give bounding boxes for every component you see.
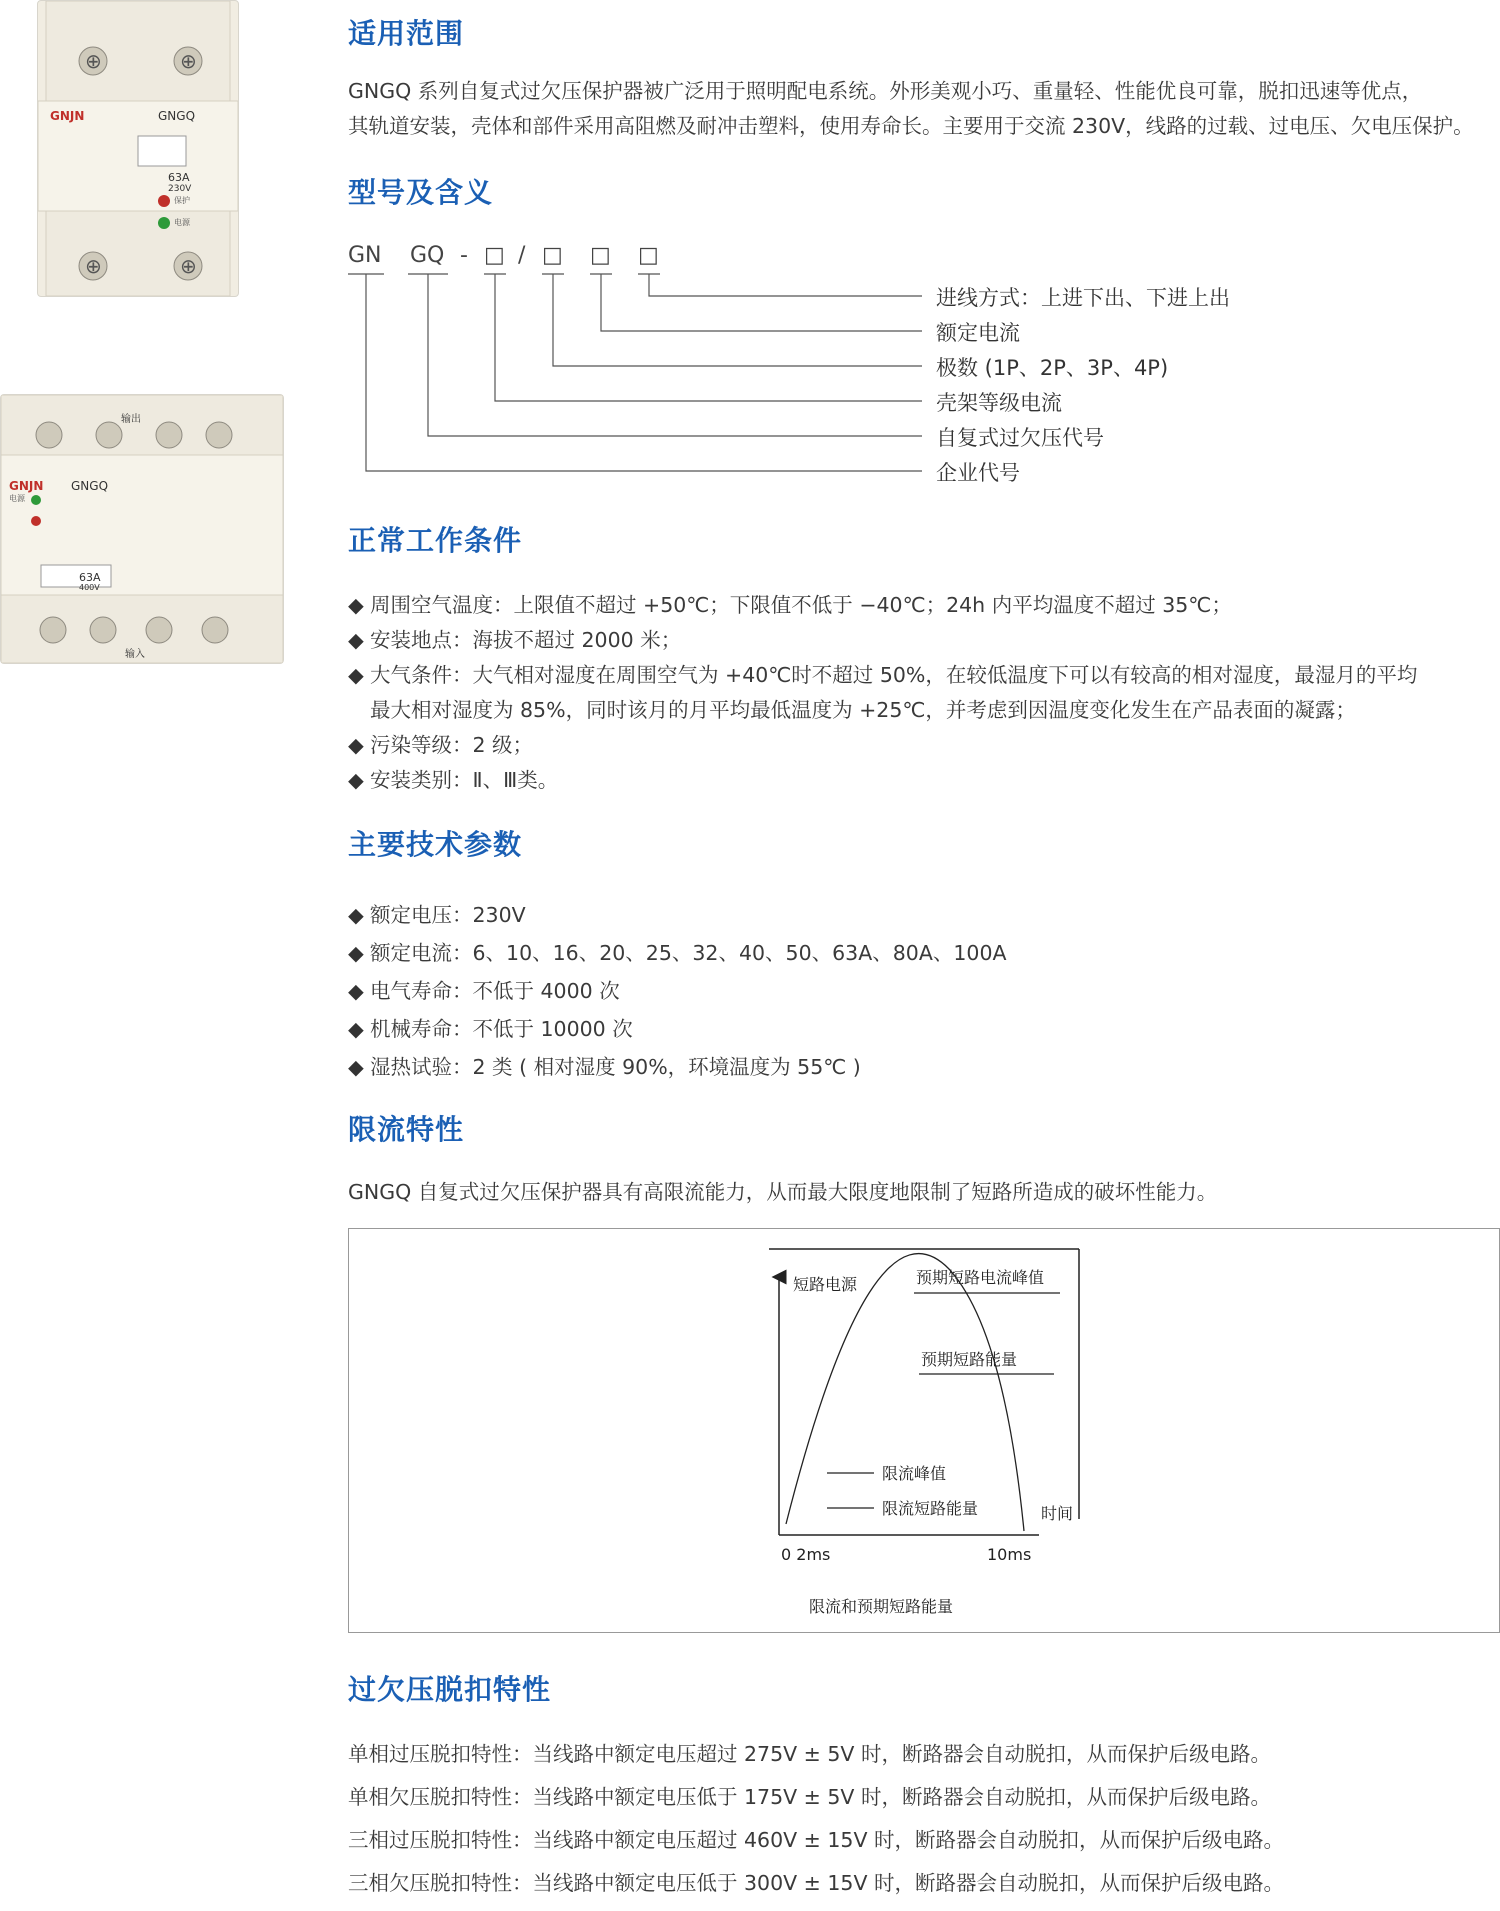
product2-output-label: 输出	[121, 414, 141, 425]
scope-line-1: GNGQ 系列自复式过欠压保护器被广泛用于照明配电系统。外形美观小巧、重量轻、性能优良可靠，脱扣迅速等优点，	[348, 79, 1423, 103]
condition-item: ◆ 污染等级：2 级；	[348, 733, 534, 757]
code-box-4: □	[638, 243, 659, 268]
scope-line-2: 其轨道安装，壳体和部件采用高阻燃及耐冲击塑料，使用寿命长。主要用于交流 230V，线路的过载、过电压、欠电压保护。	[348, 114, 1474, 138]
code-dash: -	[460, 243, 468, 268]
limiting-heading: 限流特性	[348, 1113, 465, 1146]
condition-item: ◆ 安装类别：Ⅱ、Ⅲ类。	[348, 768, 559, 792]
condition-item: ◆ 大气条件：大气相对湿度在周围空气为 +40℃时不超过 50%，在较低温度下可以有较高的相对湿度，最湿月的平均	[348, 663, 1418, 687]
meaning-wiring: 进线方式：上进下出、下进上出	[936, 286, 1230, 310]
model-code-diagram	[348, 240, 1268, 490]
svg-text:⊕: ⊕	[180, 254, 197, 278]
product-2p-drawing	[38, 1, 238, 296]
bullet-diamond: ◆	[348, 903, 364, 927]
annot-energy-label: 预期短路能量	[921, 1350, 1018, 1369]
product1-voltage: 230V	[168, 184, 192, 194]
annot-peak-label: 预期短路电流峰值	[916, 1268, 1045, 1287]
chart-x-tick-1: 10ms	[987, 1545, 1032, 1564]
trip-line-4: 三相欠压脱扣特性：当线路中额定电压低于 300V ± 15V 时，断路器会自动脱扣，从而保护后级电路。	[348, 1871, 1285, 1895]
limiting-chart-box	[348, 1228, 1500, 1633]
bullet-diamond: ◆	[348, 941, 364, 965]
product1-label-protect: 保护	[174, 196, 190, 205]
condition-item: ◆ 周围空气温度：上限值不超过 +50℃；下限值不低于 −40℃；24h 内平均温度不超过 35℃；	[348, 593, 1232, 617]
meaning-self-reset-code: 自复式过欠压代号	[936, 426, 1104, 450]
product1-brand: GNJN	[50, 109, 85, 123]
bullet-diamond: ◆	[348, 1017, 364, 1041]
trip-line-3: 三相过压脱扣特性：当线路中额定电压超过 460V ± 15V 时，断路器会自动脱扣，从而保护后级电路。	[348, 1828, 1285, 1852]
svg-text:⊕: ⊕	[180, 49, 197, 73]
product1-label-power: 电源	[174, 218, 190, 227]
chart-x-label: 时间	[1041, 1504, 1074, 1523]
param-item: ◆ 机械寿命：不低于 10000 次	[348, 1017, 633, 1041]
product1-rating: 63A	[168, 171, 190, 184]
product2-brand: GNJN	[9, 479, 44, 493]
chart-series-prospective-current	[786, 1254, 1024, 1531]
code-box-2: □	[542, 243, 563, 268]
bullet-diamond: ◆	[348, 1055, 364, 1079]
bullet-diamond: ◆	[348, 663, 364, 687]
limiting-text: GNGQ 自复式过欠压保护器具有高限流能力，从而最大限度地限制了短路所造成的破坏性能力。	[348, 1180, 1218, 1204]
bullet-diamond: ◆	[348, 733, 364, 757]
trip-heading: 过欠压脱扣特性	[348, 1673, 552, 1706]
svg-text:⊕: ⊕	[85, 254, 102, 278]
product-image-4p	[0, 394, 284, 664]
code-box-1: □	[484, 243, 505, 268]
conditions-heading: 正常工作条件	[348, 524, 523, 557]
condition-item: ◆ 安装地点：海拔不超过 2000 米；	[348, 628, 682, 652]
product2-input-label: 输入	[125, 649, 145, 660]
scope-heading: 适用范围	[348, 17, 465, 50]
svg-text:⊕: ⊕	[85, 49, 102, 73]
chart-x-tick-0: 0 2ms	[781, 1545, 831, 1564]
annot-limit-energy-label: 限流短路能量	[882, 1499, 979, 1518]
chart-y-label: 短路电源	[793, 1275, 858, 1294]
param-item: ◆ 额定电流：6、10、16、20、25、32、40、50、63A、80A、100A	[348, 941, 1007, 965]
code-slash: /	[518, 243, 526, 268]
bullet-diamond: ◆	[348, 979, 364, 1003]
product-image-2p	[37, 0, 239, 297]
condition-item-continuation: 最大相对湿度为 85%，同时该月的月平均最低温度为 +25℃，并考虑到因温度变化发生在产品表面的凝露；	[370, 698, 1356, 722]
code-box-3: □	[590, 243, 611, 268]
code-gn: GN	[348, 243, 382, 268]
param-item: ◆ 湿热试验：2 类 ( 相对湿度 90%，环境温度为 55℃ )	[348, 1055, 861, 1079]
bullet-diamond: ◆	[348, 628, 364, 652]
product-4p-drawing	[1, 395, 283, 663]
product2-voltage: 400V	[79, 583, 100, 592]
meaning-company-code: 企业代号	[936, 461, 1020, 485]
limiting-chart	[349, 1229, 1499, 1632]
product2-power-label: 电源	[9, 494, 25, 503]
code-gq: GQ	[410, 243, 445, 268]
trip-line-1: 单相过压脱扣特性：当线路中额定电压超过 275V ± 5V 时，断路器会自动脱扣，从而保护后级电路。	[348, 1742, 1271, 1766]
product2-model: GNGQ	[71, 479, 109, 493]
meaning-frame-current: 壳架等级电流	[936, 391, 1062, 415]
model-heading: 型号及含义	[348, 176, 494, 209]
product2-rating: 63A	[79, 571, 101, 584]
bullet-diamond: ◆	[348, 768, 364, 792]
product1-model: GNGQ	[158, 109, 196, 123]
bullet-diamond: ◆	[348, 593, 364, 617]
param-item: ◆ 电气寿命：不低于 4000 次	[348, 979, 620, 1003]
meaning-rated-current: 额定电流	[936, 321, 1020, 345]
chart-title: 限流和预期短路能量	[809, 1597, 954, 1616]
trip-line-2: 单相欠压脱扣特性：当线路中额定电压低于 175V ± 5V 时，断路器会自动脱扣，从而保护后级电路。	[348, 1785, 1271, 1809]
annot-limit-peak-label: 限流峰值	[882, 1464, 947, 1483]
params-heading: 主要技术参数	[348, 828, 523, 861]
meaning-poles: 极数 (1P、2P、3P、4P)	[936, 356, 1169, 380]
param-item: ◆ 额定电压：230V	[348, 903, 526, 927]
